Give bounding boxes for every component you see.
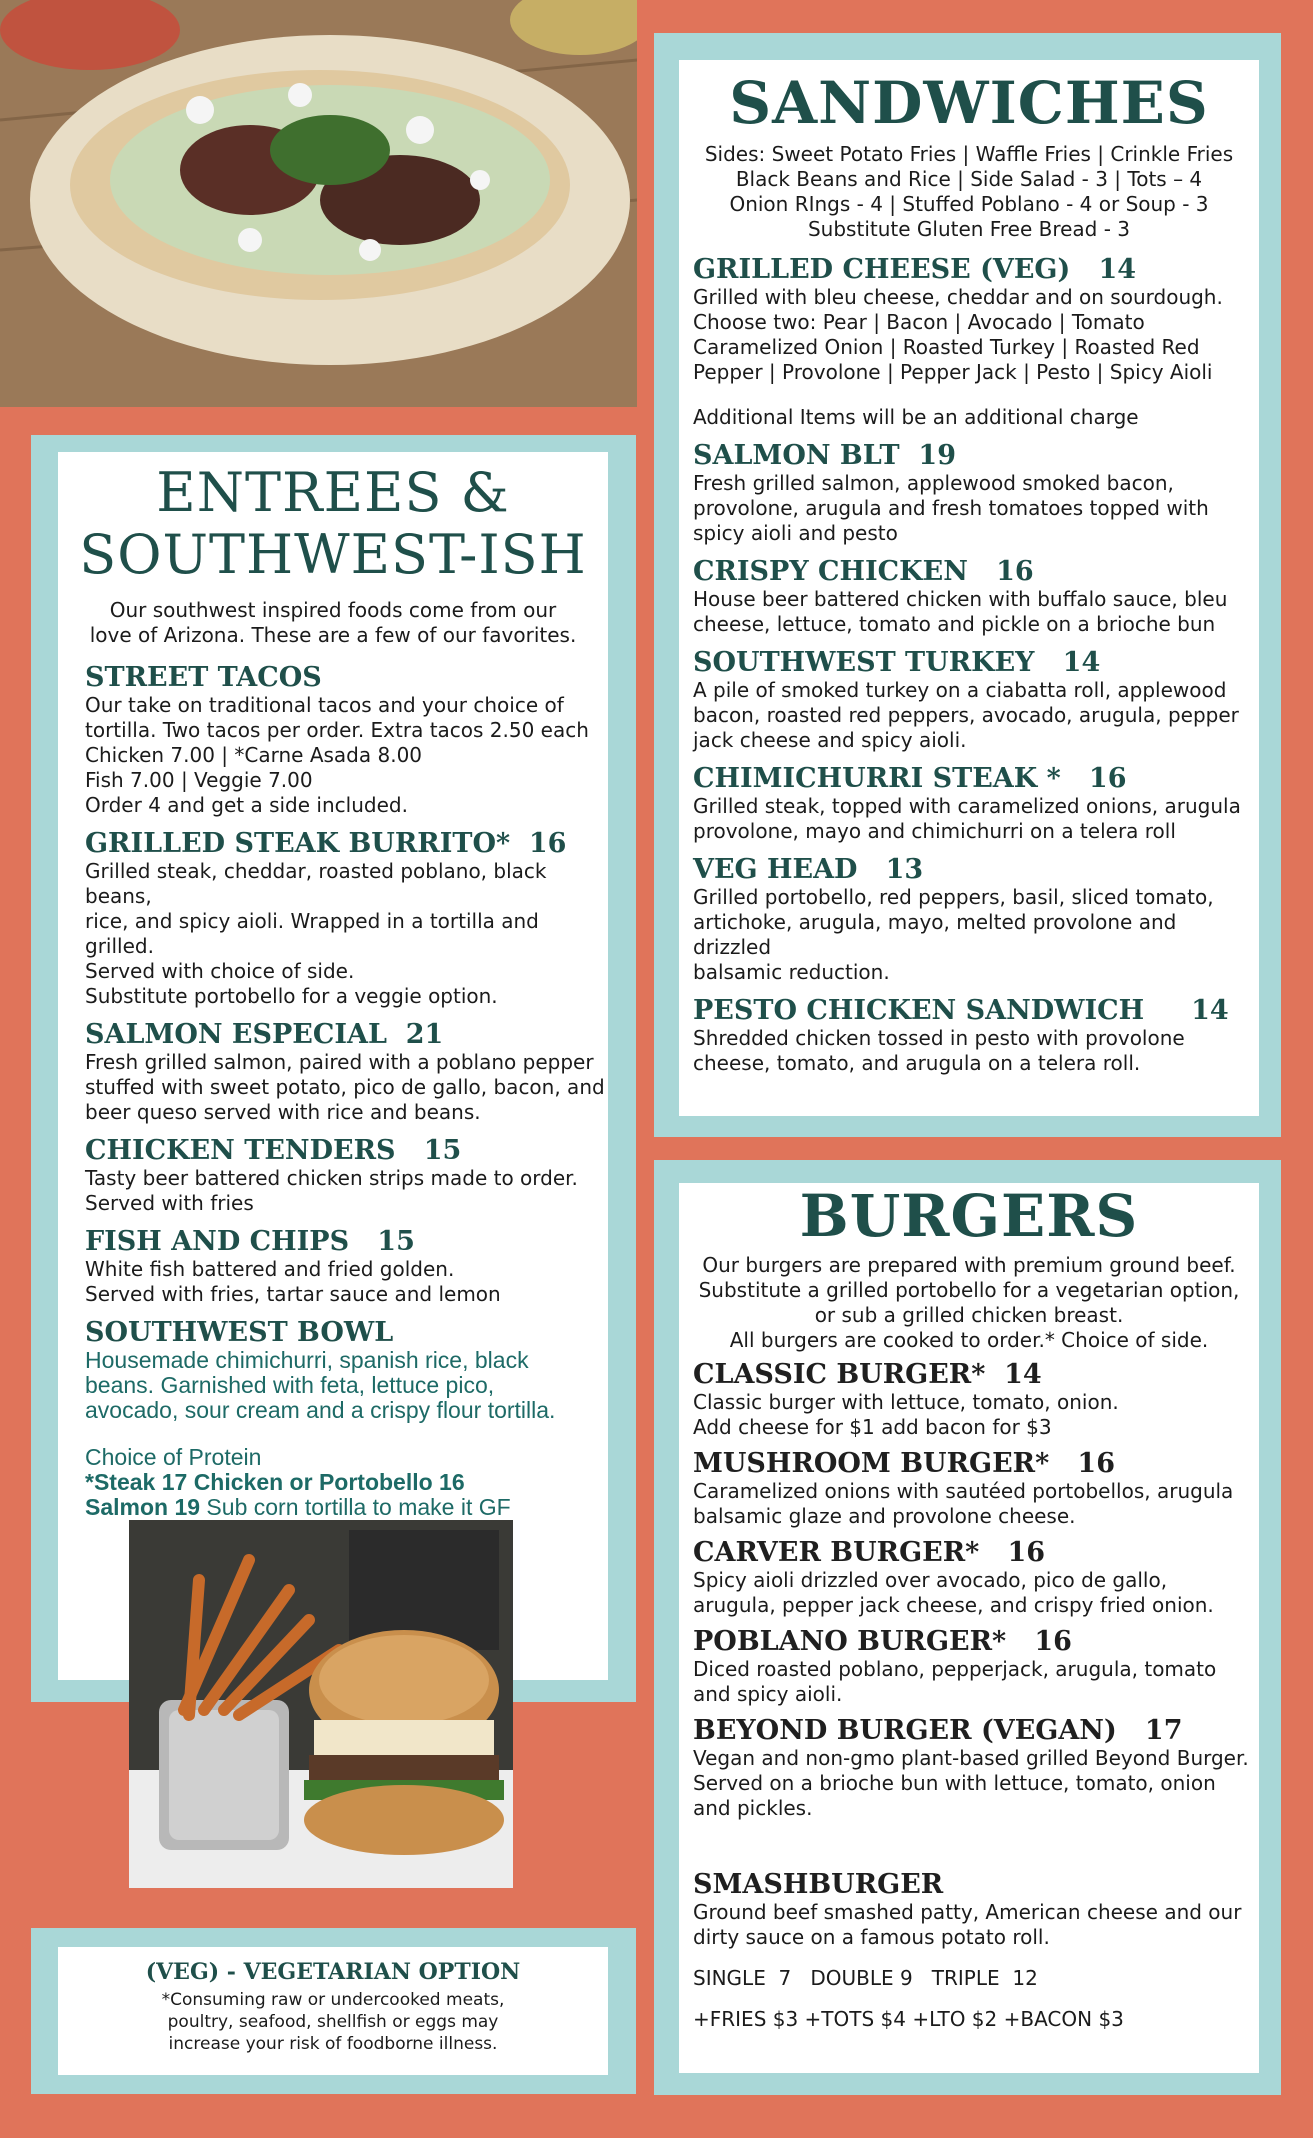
desc-line: arugula, pepper jack cheese, and crispy fried onion. bbox=[693, 1593, 1214, 1617]
item-name: CHICKEN TENDERS 15 bbox=[85, 1135, 462, 1166]
menu-item-grilled-cheese bbox=[693, 254, 1259, 385]
entrees-card bbox=[58, 452, 608, 1680]
taco-photo bbox=[0, 0, 637, 407]
item-name: FISH AND CHIPS 15 bbox=[85, 1226, 415, 1257]
entrees-title bbox=[58, 462, 608, 586]
desc-line: rice, and spicy aioli. Wrapped in a tortilla and grilled. bbox=[85, 909, 539, 958]
desc-line: Shredded chicken tossed in pesto with provolone bbox=[693, 1026, 1185, 1050]
item-desc bbox=[85, 1050, 608, 1125]
intro-line: Substitute a grilled portobello for a vegetarian option, bbox=[698, 1278, 1240, 1302]
desc-line: beans. Garnished with feta, lettuce pico, bbox=[85, 1372, 495, 1398]
menu-item-southwest-turkey bbox=[693, 647, 1259, 753]
protein-line-2 bbox=[85, 1495, 608, 1520]
desc-line: balsamic reduction. bbox=[693, 960, 890, 984]
sandwiches-card bbox=[679, 60, 1259, 1116]
menu-item-chicken-tenders bbox=[85, 1135, 608, 1216]
item-desc bbox=[85, 859, 608, 1009]
protein-line-1: *Steak 17 Chicken or Portobello 16 bbox=[85, 1469, 465, 1495]
item-name: SALMON ESPECIAL 21 bbox=[85, 1019, 444, 1050]
food-safety-warning bbox=[58, 1989, 608, 2055]
desc-line: Add cheese for $1 add bacon for $3 bbox=[693, 1415, 1052, 1439]
item-name: VEG HEAD 13 bbox=[693, 854, 924, 885]
desc-line: jack cheese and spicy aioli. bbox=[693, 728, 967, 752]
item-desc bbox=[85, 693, 608, 818]
menu-item-southwest-bowl bbox=[85, 1317, 608, 1423]
menu-item-classic-burger bbox=[693, 1359, 1259, 1440]
item-name: GRILLED CHEESE (VEG) 14 bbox=[693, 254, 1137, 285]
desc-line: balsamic glaze and provolone cheese. bbox=[693, 1504, 1076, 1528]
desc-line: Housemade chimichurri, spanish rice, black bbox=[85, 1347, 529, 1373]
item-name: STREET TACOS bbox=[85, 662, 322, 693]
item-name: SOUTHWEST TURKEY 14 bbox=[693, 647, 1101, 678]
sandwiches-sides-info bbox=[679, 142, 1259, 242]
sandwiches-title: SANDWICHES bbox=[729, 69, 1209, 137]
item-name: CLASSIC BURGER* 14 bbox=[693, 1359, 1042, 1390]
entrees-intro bbox=[58, 598, 608, 648]
menu-item-salmon-blt bbox=[693, 440, 1259, 546]
item-desc bbox=[693, 1390, 1259, 1440]
sides-line: Substitute Gluten Free Bread - 3 bbox=[807, 217, 1131, 241]
item-desc bbox=[693, 285, 1259, 385]
menu-item-mushroom-burger bbox=[693, 1448, 1259, 1529]
protein-heading: Choice of Protein bbox=[85, 1444, 262, 1470]
protein-gf-note: Sub corn tortilla to make it GF bbox=[200, 1494, 511, 1520]
sides-line: Black Beans and Rice | Side Salad - 3 | Tots – 4 bbox=[735, 167, 1203, 191]
footer-note-card bbox=[58, 1947, 608, 2075]
desc-line: Fresh grilled salmon, paired with a poblano pepper bbox=[85, 1050, 594, 1074]
desc-line: Fish 7.00 | Veggie 7.00 bbox=[85, 768, 313, 792]
intro-line: Our burgers are prepared with premium ground beef. bbox=[702, 1253, 1236, 1277]
item-desc bbox=[693, 678, 1259, 753]
warning-line: *Consuming raw or undercooked meats, bbox=[161, 1990, 505, 2010]
desc-line: avocado, sour cream and a crispy flour tortilla. bbox=[85, 1397, 556, 1423]
desc-line: Grilled with bleu cheese, cheddar and on sourdough. bbox=[693, 285, 1223, 309]
protein-salmon: Salmon 19 bbox=[85, 1494, 201, 1520]
burgers-card bbox=[679, 1183, 1259, 2073]
protein-choice bbox=[85, 1445, 608, 1520]
item-name: BEYOND BURGER (VEGAN) 17 bbox=[693, 1715, 1183, 1746]
burgers-intro bbox=[679, 1253, 1259, 1353]
menu-item-street-tacos bbox=[85, 662, 608, 818]
desc-line: stuffed with sweet potato, pico de gallo, bacon, and bbox=[85, 1075, 605, 1099]
vegetarian-legend: (VEG) - VEGETARIAN OPTION bbox=[145, 1959, 521, 1985]
item-name: SOUTHWEST BOWL bbox=[85, 1317, 394, 1348]
desc-line: Grilled steak, cheddar, roasted poblano, black beans, bbox=[85, 859, 547, 908]
item-desc bbox=[693, 471, 1259, 546]
sides-line: Onion RIngs - 4 | Stuffed Poblano - 4 or Soup - 3 bbox=[729, 192, 1209, 216]
desc-line: Served with fries, tartar sauce and lemon bbox=[85, 1282, 501, 1306]
desc-line: Our take on traditional tacos and your choice of bbox=[85, 693, 564, 717]
desc-line: Ground beef smashed patty, American cheese and our bbox=[693, 1900, 1242, 1924]
entrees-title-line-2: SOUTHWEST-ISH bbox=[79, 523, 587, 586]
desc-line: and spicy aioli. bbox=[693, 1682, 843, 1706]
item-name: CHIMICHURRI STEAK * 16 bbox=[693, 763, 1127, 794]
menu-item-poblano-burger bbox=[693, 1626, 1259, 1707]
menu-item-smashburger bbox=[693, 1869, 1259, 1950]
desc-line: Vegan and non-gmo plant-based grilled Beyond Burger. bbox=[693, 1746, 1249, 1770]
menu-item-grilled-steak-burrito bbox=[85, 828, 608, 1009]
menu-item-beyond-burger bbox=[693, 1715, 1259, 1821]
desc-line: Caramelized onions with sautéed portobellos, arugula bbox=[693, 1479, 1234, 1503]
desc-line: Substitute portobello for a veggie option. bbox=[85, 984, 498, 1008]
desc-line: provolone, mayo and chimichurri on a telera roll bbox=[693, 819, 1176, 843]
item-name: GRILLED STEAK BURRITO* 16 bbox=[85, 828, 567, 859]
intro-line: All burgers are cooked to order.* Choice of side. bbox=[729, 1328, 1209, 1352]
desc-line: White fish battered and fried golden. bbox=[85, 1257, 455, 1281]
warning-line: poultry, seafood, shellfish or eggs may bbox=[167, 2012, 499, 2032]
burgers-title: BURGERS bbox=[799, 1183, 1139, 1250]
item-desc bbox=[693, 1900, 1259, 1950]
smashburger-addons: +FRIES $3 +TOTS $4 +LTO $2 +BACON $3 bbox=[693, 2007, 1124, 2031]
desc-line: spicy aioli and pesto bbox=[693, 521, 898, 545]
item-name: CARVER BURGER* 16 bbox=[693, 1537, 1046, 1568]
desc-line: Served with fries bbox=[85, 1191, 254, 1215]
item-desc bbox=[693, 587, 1259, 637]
item-desc bbox=[693, 885, 1259, 985]
burger-fries-photo bbox=[129, 1520, 513, 1888]
item-name: POBLANO BURGER* 16 bbox=[693, 1626, 1072, 1657]
desc-line: Diced roasted poblano, pepperjack, arugula, tomato bbox=[693, 1657, 1217, 1681]
menu-item-salmon-especial bbox=[85, 1019, 608, 1125]
desc-line: Chicken 7.00 | *Carne Asada 8.00 bbox=[85, 743, 423, 767]
desc-line: and pickles. bbox=[693, 1796, 813, 1820]
item-desc bbox=[693, 1026, 1259, 1076]
desc-line: cheese, lettuce, tomato and pickle on a brioche bun bbox=[693, 612, 1216, 636]
desc-line: Served on a brioche bun with lettuce, tomato, onion bbox=[693, 1771, 1216, 1795]
item-desc bbox=[693, 794, 1259, 844]
item-desc bbox=[693, 1746, 1259, 1821]
desc-line: cheese, tomato, and arugula on a telera roll. bbox=[693, 1051, 1141, 1075]
desc-line: Tasty beer battered chicken strips made to order. bbox=[85, 1166, 578, 1190]
burger-photo-illustration bbox=[129, 1520, 513, 1888]
desc-line: A pile of smoked turkey on a ciabatta roll, applewood bbox=[693, 678, 1227, 702]
desc-line: artichoke, arugula, mayo, melted provolone and drizzled bbox=[693, 910, 1177, 959]
additional-items-note: Additional Items will be an additional charge bbox=[693, 405, 1139, 429]
smashburger-sizes: SINGLE 7 DOUBLE 9 TRIPLE 12 bbox=[693, 1966, 1038, 1990]
desc-line: Pepper | Provolone | Pepper Jack | Pesto | Spicy Aioli bbox=[693, 360, 1213, 384]
warning-line: increase your risk of foodborne illness. bbox=[168, 2034, 498, 2054]
desc-line: provolone, arugula and fresh tomatoes topped with bbox=[693, 496, 1209, 520]
desc-line: Classic burger with lettuce, tomato, onion. bbox=[693, 1390, 1119, 1414]
intro-line: or sub a grilled chicken breast. bbox=[814, 1303, 1124, 1327]
desc-line: Grilled steak, topped with caramelized onions, arugula bbox=[693, 794, 1241, 818]
item-name: PESTO CHICKEN SANDWICH 14 bbox=[693, 995, 1229, 1026]
item-name: SMASHBURGER bbox=[693, 1869, 944, 1900]
desc-line: tortilla. Two tacos per order. Extra tacos 2.50 each bbox=[85, 718, 589, 742]
item-name: SALMON BLT 19 bbox=[693, 440, 956, 471]
item-desc bbox=[693, 1568, 1259, 1618]
desc-line: Grilled portobello, red peppers, basil, sliced tomato, bbox=[693, 885, 1214, 909]
item-name: MUSHROOM BURGER* 16 bbox=[693, 1448, 1115, 1479]
entrees-intro-line: Our southwest inspired foods come from our bbox=[109, 598, 557, 622]
desc-line: Served with choice of side. bbox=[85, 959, 355, 983]
menu-item-crispy-chicken bbox=[693, 556, 1259, 637]
item-name: CRISPY CHICKEN 16 bbox=[693, 556, 1034, 587]
menu-item-veg-head bbox=[693, 854, 1259, 985]
menu-item-fish-and-chips bbox=[85, 1226, 608, 1307]
desc-line: Spicy aioli drizzled over avocado, pico de gallo, bbox=[693, 1568, 1168, 1592]
entrees-title-line-1: ENTREES & bbox=[156, 461, 510, 524]
item-desc bbox=[85, 1348, 608, 1423]
sides-line: Sides: Sweet Potato Fries | Waffle Fries | Crinkle Fries bbox=[704, 142, 1234, 166]
desc-line: Choose two: Pear | Bacon | Avocado | Tomato bbox=[693, 310, 1145, 334]
item-desc bbox=[85, 1257, 608, 1307]
desc-line: Order 4 and get a side included. bbox=[85, 793, 408, 817]
entrees-intro-line: love of Arizona. These are a few of our favorites. bbox=[89, 623, 577, 647]
menu-item-carver-burger bbox=[693, 1537, 1259, 1618]
item-desc bbox=[85, 1166, 608, 1216]
desc-line: House beer battered chicken with buffalo sauce, bleu bbox=[693, 587, 1228, 611]
item-desc bbox=[693, 1657, 1259, 1707]
desc-line: bacon, roasted red peppers, avocado, arugula, pepper bbox=[693, 703, 1239, 727]
menu-item-chimichurri-steak bbox=[693, 763, 1259, 844]
desc-line: Caramelized Onion | Roasted Turkey | Roasted Red bbox=[693, 335, 1200, 359]
desc-line: beer queso served with rice and beans. bbox=[85, 1100, 481, 1124]
desc-line: Fresh grilled salmon, applewood smoked bacon, bbox=[693, 471, 1174, 495]
taco-photo-illustration bbox=[0, 0, 637, 407]
item-desc bbox=[693, 1479, 1259, 1529]
desc-line: dirty sauce on a famous potato roll. bbox=[693, 1925, 1050, 1949]
menu-item-pesto-chicken-sandwich bbox=[693, 995, 1259, 1076]
